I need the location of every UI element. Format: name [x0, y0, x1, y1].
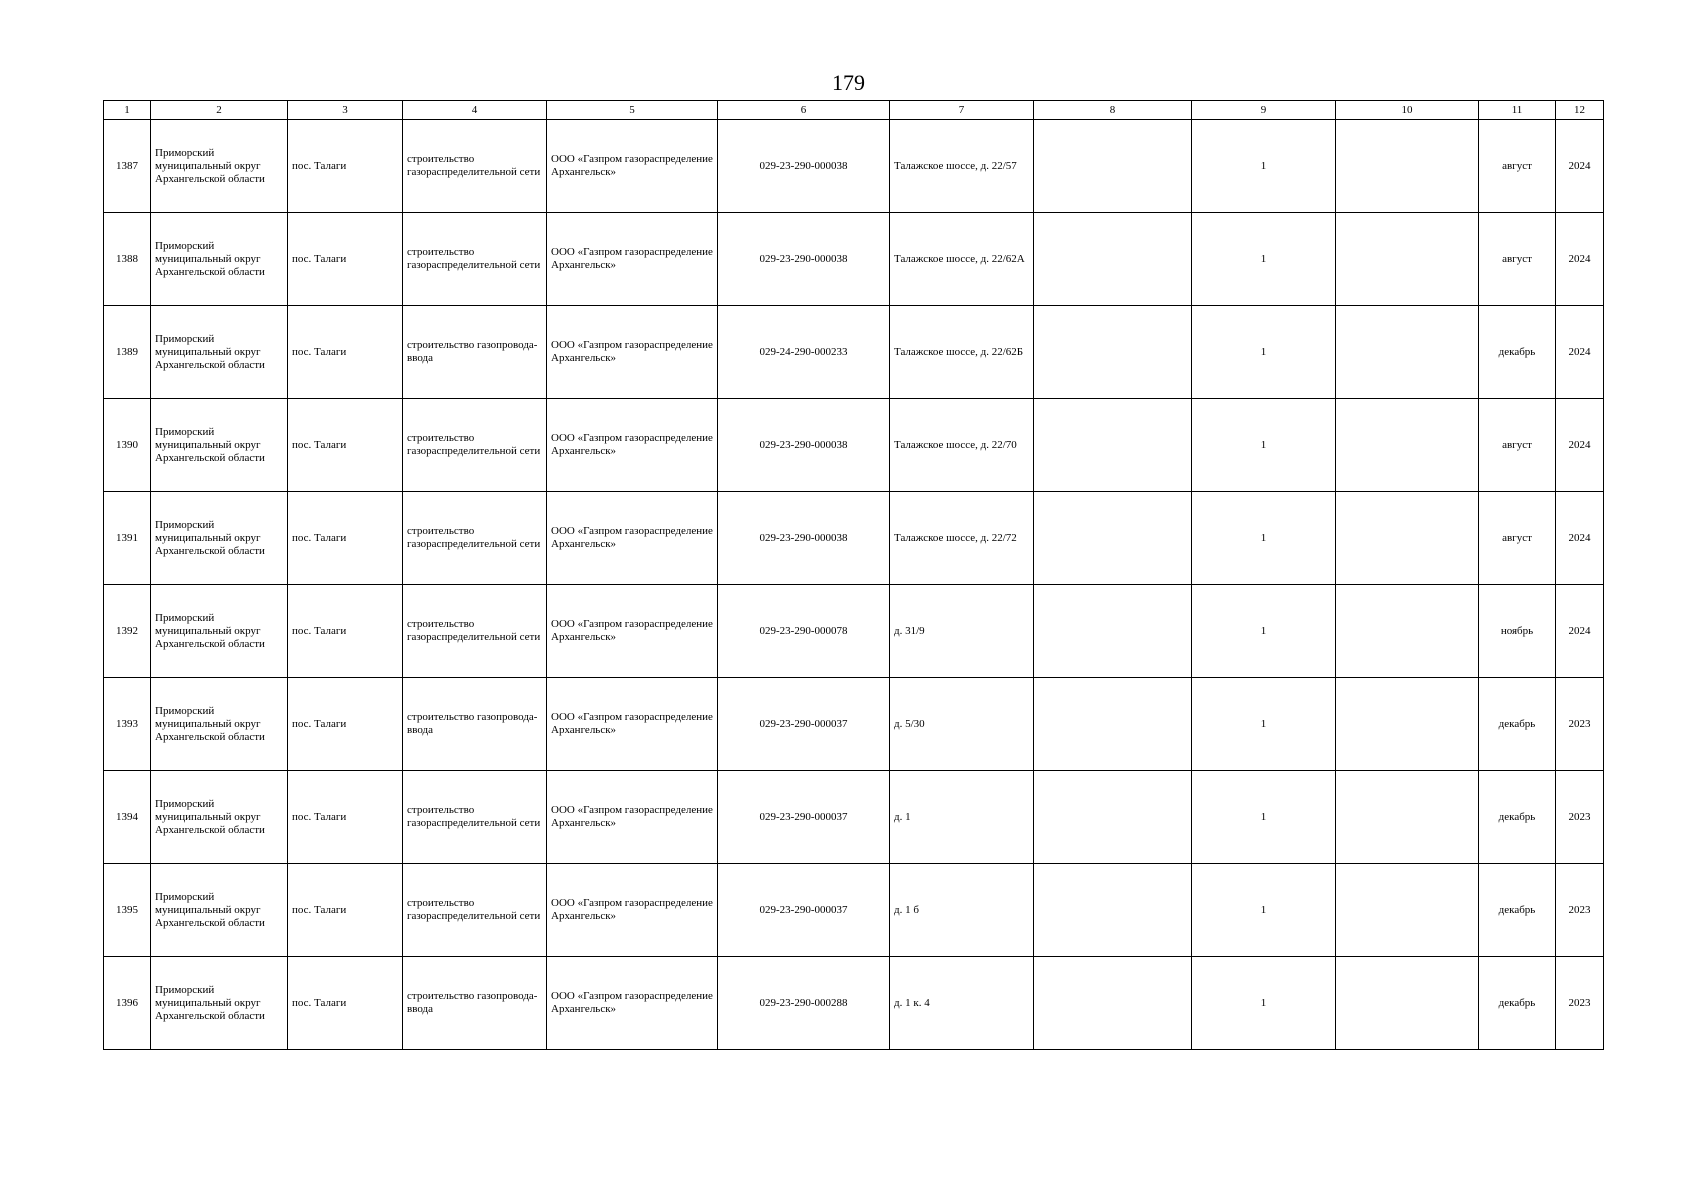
- cell-count: 1: [1192, 678, 1336, 771]
- cell-address: д. 5/30: [890, 678, 1034, 771]
- cell-count: 1: [1192, 957, 1336, 1050]
- cell-municipality: Приморский муниципальный округ Архангельской области: [151, 120, 288, 213]
- cell-month: декабрь: [1479, 957, 1556, 1050]
- cell-column-10: [1336, 492, 1479, 585]
- cell-row-number: 1395: [104, 864, 151, 957]
- cell-organization: ООО «Газпром газораспределение Архангельск»: [547, 213, 718, 306]
- cell-row-number: 1393: [104, 678, 151, 771]
- cell-count: 1: [1192, 120, 1336, 213]
- cell-column-8: [1034, 492, 1192, 585]
- cell-address: д. 31/9: [890, 585, 1034, 678]
- table-row: [104, 213, 1604, 306]
- table-row: [104, 585, 1604, 678]
- column-header-11: 11: [1479, 101, 1556, 120]
- cell-count: 1: [1192, 213, 1336, 306]
- table-row: [104, 306, 1604, 399]
- cell-municipality: Приморский муниципальный округ Архангельской области: [151, 306, 288, 399]
- cell-work-type: строительство газораспределительной сети: [403, 771, 547, 864]
- cell-work-type: строительство газопровода-ввода: [403, 678, 547, 771]
- cell-registry-number: 029-23-290-000038: [718, 120, 890, 213]
- cell-settlement: пос. Талаги: [288, 399, 403, 492]
- cell-address: д. 1 б: [890, 864, 1034, 957]
- column-header-10: 10: [1336, 101, 1479, 120]
- cell-row-number: 1388: [104, 213, 151, 306]
- column-header-9: 9: [1192, 101, 1336, 120]
- cell-column-8: [1034, 399, 1192, 492]
- cell-year: 2024: [1556, 492, 1604, 585]
- cell-registry-number: 029-23-290-000037: [718, 678, 890, 771]
- cell-registry-number: 029-23-290-000038: [718, 213, 890, 306]
- cell-column-8: [1034, 678, 1192, 771]
- cell-work-type: строительство газораспределительной сети: [403, 120, 547, 213]
- column-header-5: 5: [547, 101, 718, 120]
- cell-month: ноябрь: [1479, 585, 1556, 678]
- cell-municipality: Приморский муниципальный округ Архангельской области: [151, 492, 288, 585]
- cell-column-10: [1336, 399, 1479, 492]
- cell-settlement: пос. Талаги: [288, 771, 403, 864]
- cell-year: 2023: [1556, 678, 1604, 771]
- table-row: [104, 120, 1604, 213]
- cell-month: август: [1479, 120, 1556, 213]
- cell-address: Талажское шоссе, д. 22/62Б: [890, 306, 1034, 399]
- cell-row-number: 1387: [104, 120, 151, 213]
- cell-year: 2024: [1556, 120, 1604, 213]
- cell-work-type: строительство газораспределительной сети: [403, 399, 547, 492]
- cell-settlement: пос. Талаги: [288, 492, 403, 585]
- cell-count: 1: [1192, 492, 1336, 585]
- cell-organization: ООО «Газпром газораспределение Архангельск»: [547, 585, 718, 678]
- table-row: [104, 864, 1604, 957]
- cell-count: 1: [1192, 306, 1336, 399]
- cell-column-8: [1034, 864, 1192, 957]
- column-numbers-header: [104, 101, 1604, 120]
- cell-municipality: Приморский муниципальный округ Архангельской области: [151, 678, 288, 771]
- cell-registry-number: 029-23-290-000078: [718, 585, 890, 678]
- cell-municipality: Приморский муниципальный округ Архангельской области: [151, 585, 288, 678]
- cell-organization: ООО «Газпром газораспределение Архангельск»: [547, 957, 718, 1050]
- cell-column-8: [1034, 771, 1192, 864]
- cell-address: д. 1 к. 4: [890, 957, 1034, 1050]
- cell-settlement: пос. Талаги: [288, 957, 403, 1050]
- column-header-3: 3: [288, 101, 403, 120]
- cell-column-8: [1034, 306, 1192, 399]
- column-header-8: 8: [1034, 101, 1192, 120]
- cell-column-8: [1034, 585, 1192, 678]
- cell-month: август: [1479, 213, 1556, 306]
- cell-column-10: [1336, 771, 1479, 864]
- cell-year: 2024: [1556, 399, 1604, 492]
- cell-year: 2023: [1556, 864, 1604, 957]
- cell-count: 1: [1192, 399, 1336, 492]
- cell-column-10: [1336, 678, 1479, 771]
- cell-row-number: 1390: [104, 399, 151, 492]
- cell-month: август: [1479, 399, 1556, 492]
- header-row: [104, 101, 1604, 120]
- cell-settlement: пос. Талаги: [288, 213, 403, 306]
- cell-column-10: [1336, 864, 1479, 957]
- cell-month: август: [1479, 492, 1556, 585]
- cell-organization: ООО «Газпром газораспределение Архангельск»: [547, 492, 718, 585]
- cell-year: 2024: [1556, 213, 1604, 306]
- cell-month: декабрь: [1479, 864, 1556, 957]
- cell-organization: ООО «Газпром газораспределение Архангельск»: [547, 678, 718, 771]
- cell-settlement: пос. Талаги: [288, 585, 403, 678]
- column-header-12: 12: [1556, 101, 1604, 120]
- cell-municipality: Приморский муниципальный округ Архангельской области: [151, 771, 288, 864]
- cell-work-type: строительство газораспределительной сети: [403, 213, 547, 306]
- table-row: [104, 399, 1604, 492]
- table-row: [104, 492, 1604, 585]
- cell-count: 1: [1192, 585, 1336, 678]
- cell-row-number: 1389: [104, 306, 151, 399]
- cell-count: 1: [1192, 771, 1336, 864]
- cell-registry-number: 029-23-290-000037: [718, 864, 890, 957]
- cell-column-8: [1034, 120, 1192, 213]
- cell-month: декабрь: [1479, 306, 1556, 399]
- cell-work-type: строительство газопровода-ввода: [403, 306, 547, 399]
- cell-address: Талажское шоссе, д. 22/62А: [890, 213, 1034, 306]
- cell-settlement: пос. Талаги: [288, 864, 403, 957]
- cell-registry-number: 029-24-290-000233: [718, 306, 890, 399]
- cell-registry-number: 029-23-290-000288: [718, 957, 890, 1050]
- cell-work-type: строительство газораспределительной сети: [403, 585, 547, 678]
- page-number: 179: [832, 70, 865, 95]
- cell-count: 1: [1192, 864, 1336, 957]
- cell-organization: ООО «Газпром газораспределение Архангельск»: [547, 120, 718, 213]
- cell-registry-number: 029-23-290-000038: [718, 492, 890, 585]
- cell-work-type: строительство газораспределительной сети: [403, 864, 547, 957]
- cell-municipality: Приморский муниципальный округ Архангельской области: [151, 864, 288, 957]
- cell-month: декабрь: [1479, 678, 1556, 771]
- column-header-6: 6: [718, 101, 890, 120]
- cell-municipality: Приморский муниципальный округ Архангельской области: [151, 399, 288, 492]
- cell-row-number: 1391: [104, 492, 151, 585]
- cell-column-8: [1034, 213, 1192, 306]
- cell-row-number: 1394: [104, 771, 151, 864]
- cell-year: 2023: [1556, 771, 1604, 864]
- column-header-2: 2: [151, 101, 288, 120]
- cell-settlement: пос. Талаги: [288, 120, 403, 213]
- cell-settlement: пос. Талаги: [288, 678, 403, 771]
- table-body: [104, 120, 1604, 1050]
- cell-registry-number: 029-23-290-000037: [718, 771, 890, 864]
- cell-organization: ООО «Газпром газораспределение Архангельск»: [547, 306, 718, 399]
- cell-address: Талажское шоссе, д. 22/70: [890, 399, 1034, 492]
- cell-year: 2024: [1556, 306, 1604, 399]
- cell-column-10: [1336, 120, 1479, 213]
- cell-column-10: [1336, 213, 1479, 306]
- cell-municipality: Приморский муниципальный округ Архангельской области: [151, 957, 288, 1050]
- cell-work-type: строительство газопровода-ввода: [403, 957, 547, 1050]
- column-header-1: 1: [104, 101, 151, 120]
- column-header-4: 4: [403, 101, 547, 120]
- cell-column-8: [1034, 957, 1192, 1050]
- cell-month: декабрь: [1479, 771, 1556, 864]
- register-table: [103, 100, 1604, 1050]
- table-row: [104, 771, 1604, 864]
- table-row: [104, 678, 1604, 771]
- cell-settlement: пос. Талаги: [288, 306, 403, 399]
- cell-work-type: строительство газораспределительной сети: [403, 492, 547, 585]
- column-header-7: 7: [890, 101, 1034, 120]
- cell-organization: ООО «Газпром газораспределение Архангельск»: [547, 399, 718, 492]
- cell-address: Талажское шоссе, д. 22/57: [890, 120, 1034, 213]
- cell-organization: ООО «Газпром газораспределение Архангельск»: [547, 864, 718, 957]
- cell-year: 2023: [1556, 957, 1604, 1050]
- cell-row-number: 1396: [104, 957, 151, 1050]
- cell-column-10: [1336, 306, 1479, 399]
- cell-column-10: [1336, 585, 1479, 678]
- cell-registry-number: 029-23-290-000038: [718, 399, 890, 492]
- cell-year: 2024: [1556, 585, 1604, 678]
- cell-column-10: [1336, 957, 1479, 1050]
- cell-address: д. 1: [890, 771, 1034, 864]
- cell-row-number: 1392: [104, 585, 151, 678]
- cell-address: Талажское шоссе, д. 22/72: [890, 492, 1034, 585]
- cell-organization: ООО «Газпром газораспределение Архангельск»: [547, 771, 718, 864]
- cell-municipality: Приморский муниципальный округ Архангельской области: [151, 213, 288, 306]
- table-row: [104, 957, 1604, 1050]
